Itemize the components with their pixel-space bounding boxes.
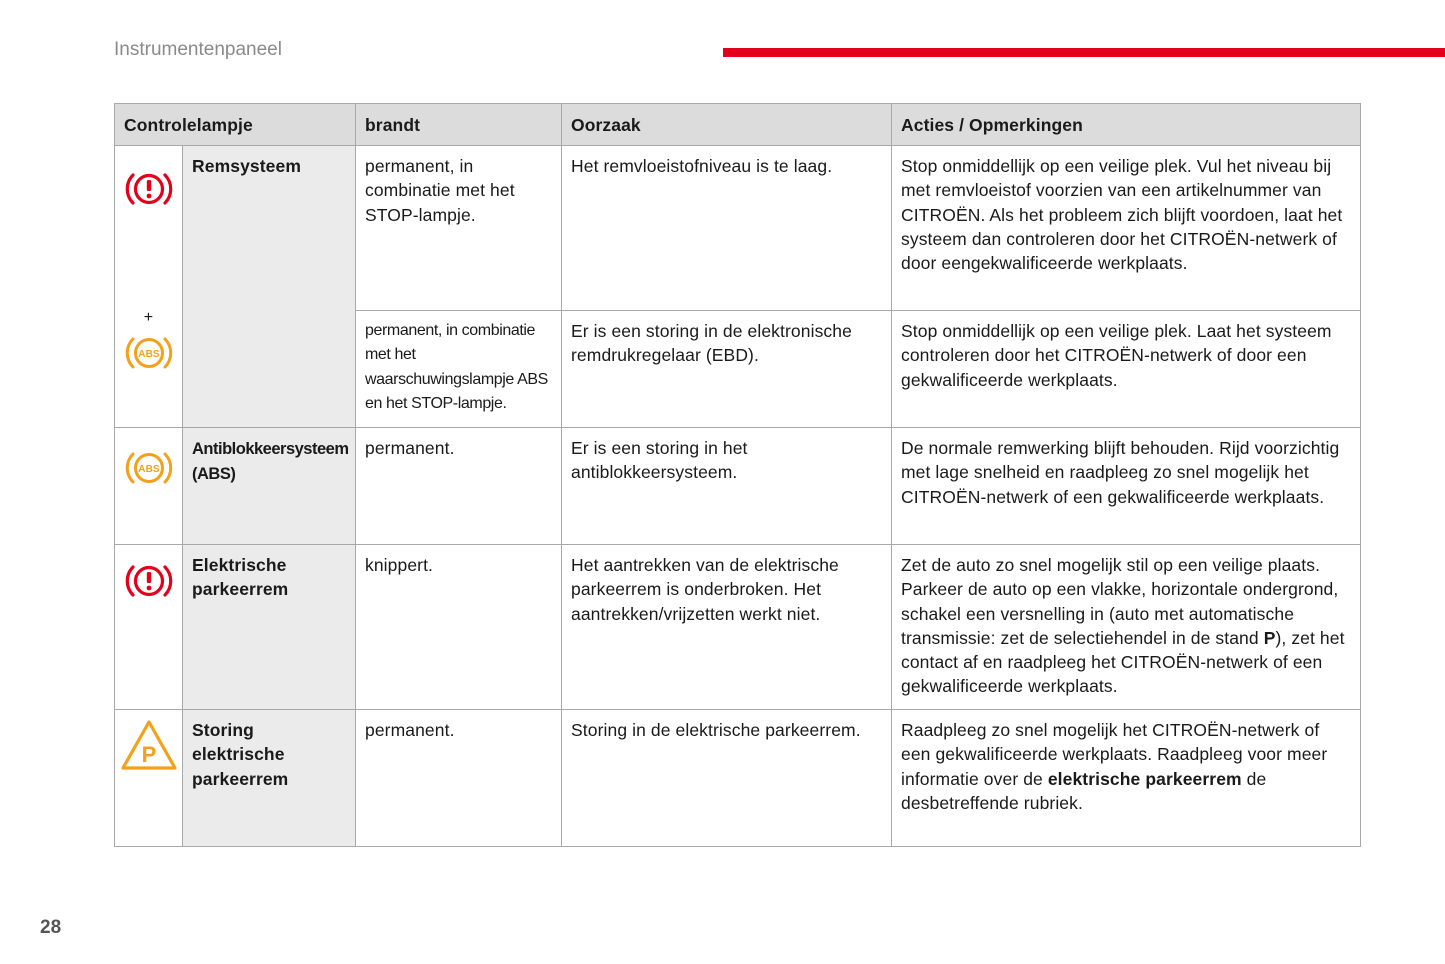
- acties-text: ), zet het contact af en raadpleeg het CITROËN-netwerk of een gekwalificeerde werkplaats.: [901, 627, 1345, 697]
- lamp-icon-cell: [115, 146, 183, 428]
- abs-warning-icon: [125, 447, 173, 489]
- table-row: [115, 146, 1361, 311]
- acties-cell: De normale remwerking blijft behouden. Rijd voorzichtig met lage snelheid en raadpleeg zo snel mogelijk het CITROËN-netwerk of een gekwalificeerde werkplaats.: [892, 428, 1361, 545]
- page-number: 28: [40, 917, 62, 938]
- oorzaak-cell: Het remvloeistofniveau is te laag.: [562, 146, 892, 311]
- header-accent-bar: [723, 48, 1445, 57]
- table-header-row: [115, 104, 1361, 146]
- brandt-cell: permanent.: [356, 710, 562, 847]
- svg-text:ABS: ABS: [137, 349, 160, 360]
- acties-cell: [892, 545, 1361, 710]
- column-header-oorzaak: Oorzaak: [562, 104, 892, 146]
- acties-text: Zet de auto zo snel mogelijk stil op een veilige plaats. Parkeer de auto op een vlakke, horizontale ondergrond, schakel een versnelling in (auto met automatische transmissie: zet de selectiehendel in de stand: [901, 555, 1339, 648]
- lamp-name: Remsysteem: [183, 146, 356, 428]
- table-row: [115, 710, 1361, 847]
- column-header-controlelampje: Controlelampje: [115, 104, 356, 146]
- lamp-icon-cell: [115, 545, 183, 710]
- lamp-icon-cell: [115, 428, 183, 545]
- brake-warning-icon: [125, 168, 173, 210]
- column-header-acties: Acties / Opmerkingen: [892, 104, 1361, 146]
- oorzaak-cell: Het aantrekken van de elektrische parkeerrem is onderbroken. Het aantrekken/vrijzetten werkt niet.: [562, 545, 892, 710]
- warning-lamps-table: [114, 103, 1361, 847]
- lamp-name: Elektrische parkeerrem: [183, 545, 356, 710]
- svg-text:ABS: ABS: [137, 464, 160, 475]
- acties-cell: Stop onmiddellijk op een veilige plek. Laat het systeem controleren door het CITROËN-netwerk of door een gekwalificeerde werkplaats.: [892, 311, 1361, 428]
- acties-bold-text: P: [1263, 627, 1276, 648]
- oorzaak-cell: Er is een storing in het antiblokkeersysteem.: [562, 428, 892, 545]
- brake-warning-icon: [125, 560, 173, 602]
- table-row: [115, 428, 1361, 545]
- brandt-cell: knippert.: [356, 545, 562, 710]
- section-title: Instrumentenpaneel: [114, 39, 282, 60]
- acties-text: de desbetreffende rubriek.: [901, 768, 1267, 813]
- lamp-name: [183, 428, 356, 545]
- abs-warning-icon: [125, 332, 173, 374]
- brandt-cell: permanent, in combinatie met het waarschuwingslampje ABS en het STOP-lampje.: [356, 311, 562, 428]
- oorzaak-cell: Er is een storing in de elektronische remdrukregelaar (EBD).: [562, 311, 892, 428]
- table-row: [115, 545, 1361, 710]
- parking-icon-letter: P: [141, 742, 156, 767]
- lamp-icon-cell: [115, 710, 183, 847]
- lamp-name-text: Antiblokkeersysteem (ABS): [192, 440, 349, 484]
- acties-bold-text: elektrische parkeerrem: [1047, 768, 1242, 789]
- lamp-name: Storing elektrische parkeerrem: [183, 710, 356, 847]
- acties-cell: Stop onmiddellijk op een veilige plek. Vul het niveau bij met remvloeistof voorzien van een artikelnummer van CITROËN. Als het probleem zich blijft voordoen, laat het systeem dan controleren door het CITROËN-netwerk of door eengekwalificeerde werkplaats.: [892, 146, 1361, 311]
- brandt-cell: permanent.: [356, 428, 562, 545]
- parking-brake-fault-icon: [119, 718, 179, 772]
- acties-cell: [892, 710, 1361, 847]
- plus-sign: +: [143, 309, 154, 326]
- brandt-cell: permanent, in combinatie met het STOP-lampje.: [356, 146, 562, 311]
- oorzaak-cell: Storing in de elektrische parkeerrem.: [562, 710, 892, 847]
- acties-text: Raadpleeg zo snel mogelijk het CITROËN-netwerk of een gekwalificeerde werkplaats. Raadpleeg voor meer informatie over de: [901, 720, 1328, 789]
- column-header-brandt: brandt: [356, 104, 562, 146]
